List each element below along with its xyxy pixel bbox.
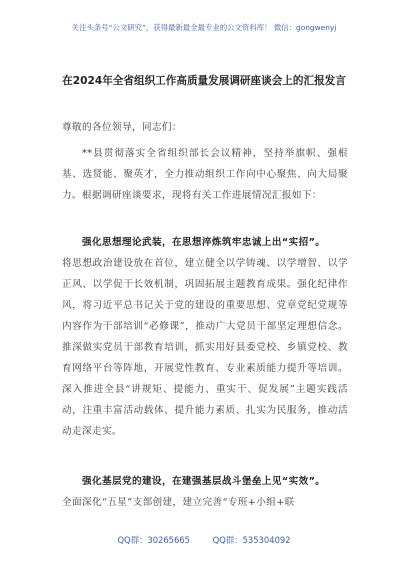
section-body-1: 将思想政治建设放在首位，建立健全以学铸魂、以学增智、以学正风、以学促干长效机制，巩固拓展主题教育成果。强化纪律作风，将习近平总书记关于党的建设的重要思想、党章党纪党规等内容作为干部培训“必修课”，推动广大党员干部坚定理想信念。推深做实党员干部教育培训，抓实用好县委党校、乡镇党校、教育网络平台等阵地，开展党性教育、专业素质能力提升等培训。深入推进全县“讲规矩、提能力、重实干、促发展”主题实践活动，注重丰富活动载体、提升能力素质、扎实为民服务，推动活动走深走实。 [62,258,348,437]
section-heading-1: 强化思想理论武装，在思想淬炼筑牢忠诚上出“实招”。 [82,237,326,248]
intro-paragraph: **县贯彻落实全省组织部长会议精神，坚持举旗帜、强根基、选贤能、聚英才，全力推动组织工作向中心聚焦、向大局聚力。根据调研座谈要求，现将有关工作进展情况汇报如下： [62,148,348,201]
footer-qq-group-2: QQ群：535304092 [212,535,291,545]
section-heading-2: 强化基层党的建设，在建强基层战斗堡垒上见“实效”。 [82,476,326,487]
footer [0,534,408,546]
header-banner: 关注头条号“公文研究”，获得最新最全最专业的公文资料库！ 微信：gongwenyj [71,23,337,32]
footer-qq-group-1: QQ群：30265665 [117,535,190,545]
document-title: 在2024年全省组织工作高质量发展调研座谈会上的汇报发言 [62,75,346,87]
section-body-2: 全面深化“五星”支部创建，建立完善“专班+小组+联 [62,497,295,508]
salutation: 尊敬的各位领导，同志们： [62,122,182,133]
